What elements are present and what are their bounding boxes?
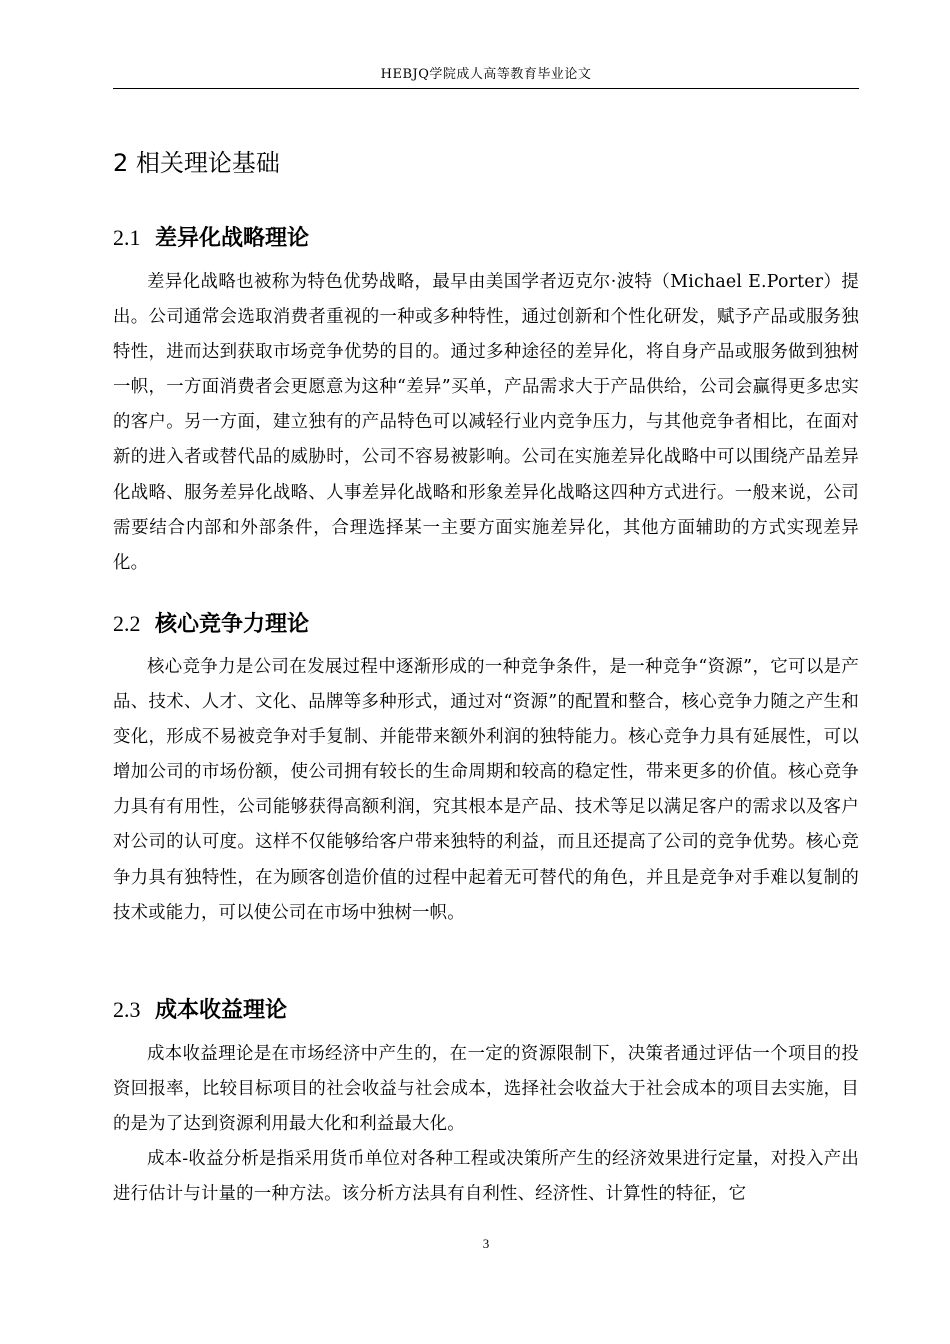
page-number: 3 bbox=[482, 1236, 490, 1251]
body-paragraph: 成本收益理论是在市场经济中产生的，在一定的资源限制下，决策者通过评估一个项目的投资回报率，比较目标项目的社会收益与社会成本，选择社会收益大于社会成本的项目去实施，目的是为了达到资源利用最大化和利益最大化。 bbox=[113, 1044, 859, 1135]
running-header: HEBJQ学院成人高等教育毕业论文 bbox=[380, 67, 592, 82]
body-paragraph: 核心竞争力是公司在发展过程中逐渐形成的一种竞争条件，是一种竞争“资源”，它可以是产品、技术、人才、文化、品牌等多种形式，通过对“资源”的配置和整合，核心竞争力随之产生和变化，形成不易被竞争对手复制、并能带来额外利润的独特能力。核心竞争力具有延展性，可以增加公司的市场份额，使公司拥有较长的生命周期和较高的稳定性，带来更多的价值。核心竞争力具有有用性，公司能够获得高额利润，究其根本是产品、技术等足以满足客户的需求以及客户对公司的认可度。这样不仅能够给客户带来独特的利益，而且还提高了公司的竞争优势。核心竞争力具有独特性，在为顾客创造价值的过程中起着无可替代的角色，并且是竞争对手难以复制的技术或能力，可以使公司在市场中独树一帜。 bbox=[113, 657, 859, 923]
section-heading-2-1 bbox=[113, 223, 309, 254]
section-number: 2.1 bbox=[113, 225, 141, 250]
body-paragraph: 差异化战略也被称为特色优势战略，最早由美国学者迈克尔·波特（Michael E.Porter）提出。公司通常会选取消费者重视的一种或多种特性，通过创新和个性化研发，赋予产品或服务独特性，进而达到获取市场竞争优势的目的。通过多种途径的差异化，将自身产品或服务做到独树一帜，一方面消费者会更愿意为这种“差异”买单，产品需求大于产品供给，公司会赢得更多忠实的客户。另一方面，建立独有的产品特色可以减轻行业内竞争压力，与其他竞争者相比，在面对新的进入者或替代品的威胁时，公司不容易被影响。公司在实施差异化战略中可以围绕产品差异化战略、服务差异化战略、人事差异化战略和形象差异化战略这四种方式进行。一般来说，公司需要结合内部和外部条件，合理选择某一主要方面实施差异化，其他方面辅助的方式实现差异化。 bbox=[113, 272, 859, 573]
section-heading-2-2 bbox=[113, 609, 309, 640]
section-number: 2.2 bbox=[113, 611, 141, 636]
section-number: 2.3 bbox=[113, 997, 141, 1022]
chapter-title: 2 相关理论基础 bbox=[113, 149, 280, 177]
header-divider bbox=[113, 88, 859, 89]
body-paragraph: 成本-收益分析是指采用货币单位对各种工程或决策所产生的经济效果进行定量，对投入产出进行估计与计量的一种方法。该分析方法具有自利性、经济性、计算性的特征，它 bbox=[113, 1149, 859, 1205]
section-title-text: 核心竞争力理论 bbox=[155, 612, 310, 637]
section-title-text: 差异化战略理论 bbox=[155, 226, 310, 251]
section-heading-2-3 bbox=[113, 995, 287, 1026]
section-title-text: 成本收益理论 bbox=[155, 998, 288, 1023]
